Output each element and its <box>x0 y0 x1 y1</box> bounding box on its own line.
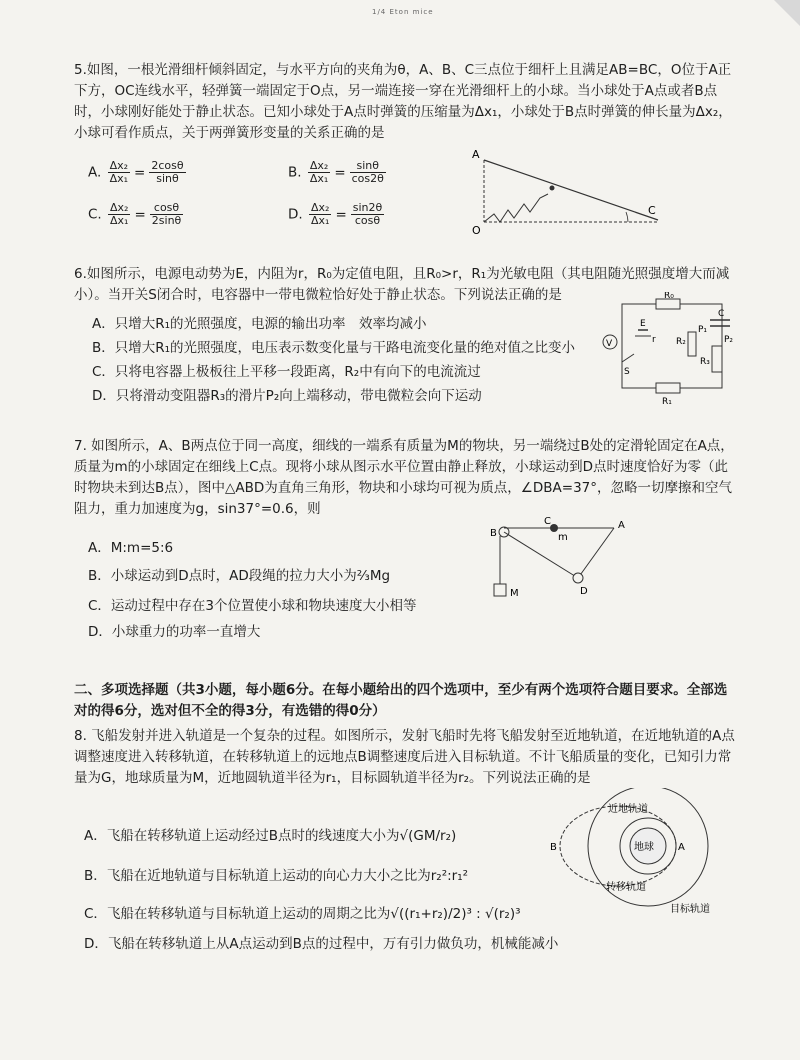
q7-label-m: m <box>558 532 568 543</box>
q5-label-o: O <box>472 224 481 237</box>
q7-ball-c <box>550 524 558 532</box>
q7-option-d: D．小球重力的功率一直增大 <box>88 624 261 640</box>
q7-stem: 7. 如图所示，A、B两点位于同一高度，细线的一端系有质量为M的物块，另一端绕过B处的定滑轮固定在A点，质量为m的小球固定在细线上C点。现将小球从图示水平位置由静止释放，小球运动到D点时速度恰好为零（此时物块未到达B点），图中△ABD为直角三角形，物块和小球均可视为质点，∠DBA=37°，忽略一切摩擦和空气阻力，重力加速度为g，sin37°=0.6，则 <box>74 438 734 517</box>
q7-block <box>494 584 506 596</box>
q6-label-r2: R₂ <box>676 337 686 347</box>
q6-r3-resistor <box>712 346 722 372</box>
question-5 <box>74 60 734 144</box>
q6-label-e: E <box>640 319 646 329</box>
q8-option-d: D．飞船在转移轨道上从A点运动到B点的过程中，万有引力做负功，机械能减小 <box>84 936 559 952</box>
q8-label-earth: 地球 <box>634 842 654 853</box>
q5-incline-diagram <box>468 150 668 240</box>
q7-pulley-diagram <box>486 514 636 604</box>
q6-label-c: C <box>718 309 725 319</box>
q7-option-a: A．M:m=5:6 <box>88 540 174 556</box>
q6-label-p2: P₂ <box>724 335 734 345</box>
q5-label-c: C <box>648 204 656 217</box>
q6-option-b: B．只增大R₁的光照强度，电压表示数变化量与干路电流变化量的绝对值之比变小 <box>92 340 576 356</box>
q7-ball-d <box>573 573 583 583</box>
q8-option-a: A．飞船在转移轨道上运动经过B点时的线速度大小为√(GM/r₂) <box>84 828 457 844</box>
section-2-heading: 二、多项选择题（共3小题，每小题6分。在每小题给出的四个选项中，至少有两个选项符合题目要求。全部选对的得6分，选对但不全的得3分，有选错的得0分） <box>74 682 728 719</box>
q7-string-da <box>578 528 614 578</box>
q6-option-c: C．只将电容器上极板往上平移一段距离，R₂中有向下的电流流过 <box>92 364 481 380</box>
q5-option-a: A. $\frac{\text{Δx₂}}{\text{Δx₁}}$ = $\frac{2\cos\theta}{\sin\theta}$ <box>88 159 184 185</box>
q8-label-b: B <box>550 842 557 853</box>
q5-option-b: B. $\frac{\text{Δx₂}}{\text{Δx₁}}$ = $\frac{\sin\theta}{\cos 2\theta}$ <box>288 159 384 185</box>
q7-label-b: B <box>490 528 497 539</box>
q5-spring <box>484 194 548 222</box>
q8-label-target: 目标轨道 <box>670 904 710 915</box>
q6-label-r3: R₃ <box>700 357 710 367</box>
q6-stem: 6.如图所示，电源电动势为E，内阻为r，R₀为定值电阻，且R₀>r，R₁为光敏电阻（其电阻随光照强度增大而减小）。当开关S闭合时，电容器中一带电微粒恰好处于静止状态。下列说法正确的是 <box>74 266 730 303</box>
q5-option-d: D. $\frac{\text{Δx₂}}{\text{Δx₁}}$ = $\frac{\sin 2\theta}{\cos\theta}$ <box>288 201 383 227</box>
q6-r1-resistor <box>656 383 680 393</box>
q6-label-p1: P₁ <box>698 325 708 335</box>
q8-option-c: C．飞船在转移轨道与目标轨道上运动的周期之比为√((r₁+r₂)/2)³ : √(r₂)³ <box>84 906 521 922</box>
q7-label-c: C <box>544 516 551 527</box>
question-8 <box>74 726 738 789</box>
q8-stem: 8. 飞船发射并进入轨道是一个复杂的过程。如图所示，发射飞船时先将飞船发射至近地轨道，在近地轨道的A点调整速度进入转移轨道，在转移轨道上的远地点B调整速度后进入目标轨道。不计飞船质量的变化，已知引力常量为G，地球质量为M，近地圆轨道半径为r₁，目标圆轨道半径为r₂。下列说法正确的是 <box>74 728 735 786</box>
q5-label-a: A <box>472 150 480 161</box>
q8-label-transfer: 转移轨道 <box>606 882 646 893</box>
question-7 <box>74 436 738 520</box>
q5-ball <box>550 186 555 191</box>
q6-label-v: V <box>606 339 613 349</box>
page-header-mark: 1/4 Eton mice <box>372 8 434 16</box>
q5-rod <box>484 160 658 220</box>
q8-label-near: 近地轨道 <box>608 804 648 815</box>
q7-label-d: D <box>580 586 588 597</box>
q6-option-d: D．只将滑动变阻器R₃的滑片P₂向上端移动，带电微粒会向下运动 <box>92 388 482 404</box>
q5-angle-arc <box>626 212 628 222</box>
q6-circuit-diagram <box>600 292 740 404</box>
q6-option-a: A．只增大R₁的光照强度，电源的输出功率 效率均减小 <box>92 316 427 332</box>
q6-label-s: S <box>624 367 630 377</box>
q6-r2-resistor <box>688 332 696 356</box>
q7-option-c: C．运动过程中存在3个位置使小球和物块速度大小相等 <box>88 598 417 614</box>
q6-switch <box>622 354 634 362</box>
q6-label-r0: R₀ <box>664 292 674 301</box>
q6-label-r1: R₁ <box>662 397 672 404</box>
folded-corner <box>774 0 800 26</box>
q5-option-c: C. $\frac{\text{Δx₂}}{\text{Δx₁}}$ = $\frac{\cos\theta}{2\sin\theta}$ <box>88 201 182 227</box>
q7-label-big-m: M <box>510 588 519 599</box>
q6-circuit-loop <box>622 304 725 388</box>
q7-label-a: A <box>618 520 625 531</box>
q5-stem: 5.如图，一根光滑细杆倾斜固定，与水平方向的夹角为θ，A、B、C三点位于细杆上且满足AB=BC，O位于A正下方，OC连线水平，轻弹簧一端固定于O点，另一端连接一穿在光滑细杆上的小球。当小球处于A点或者B点时，小球刚好能处于静止状态。已知小球处于A点时弹簧的压缩量为Δx₁，小球处于B点时弹簧的伸长量为Δx₂，小球可看作质点，关于两弹簧形变量的关系正确的是 <box>74 62 732 141</box>
q8-orbit-diagram <box>546 788 736 918</box>
q6-label-r: r <box>652 335 656 345</box>
q8-option-b: B．飞船在近地轨道与目标轨道上运动的向心力大小之比为r₂²:r₁² <box>84 868 469 884</box>
q8-label-a: A <box>678 842 685 853</box>
q7-option-b: B．小球运动到D点时，AD段绳的拉力大小为⅔Mg <box>88 568 391 584</box>
